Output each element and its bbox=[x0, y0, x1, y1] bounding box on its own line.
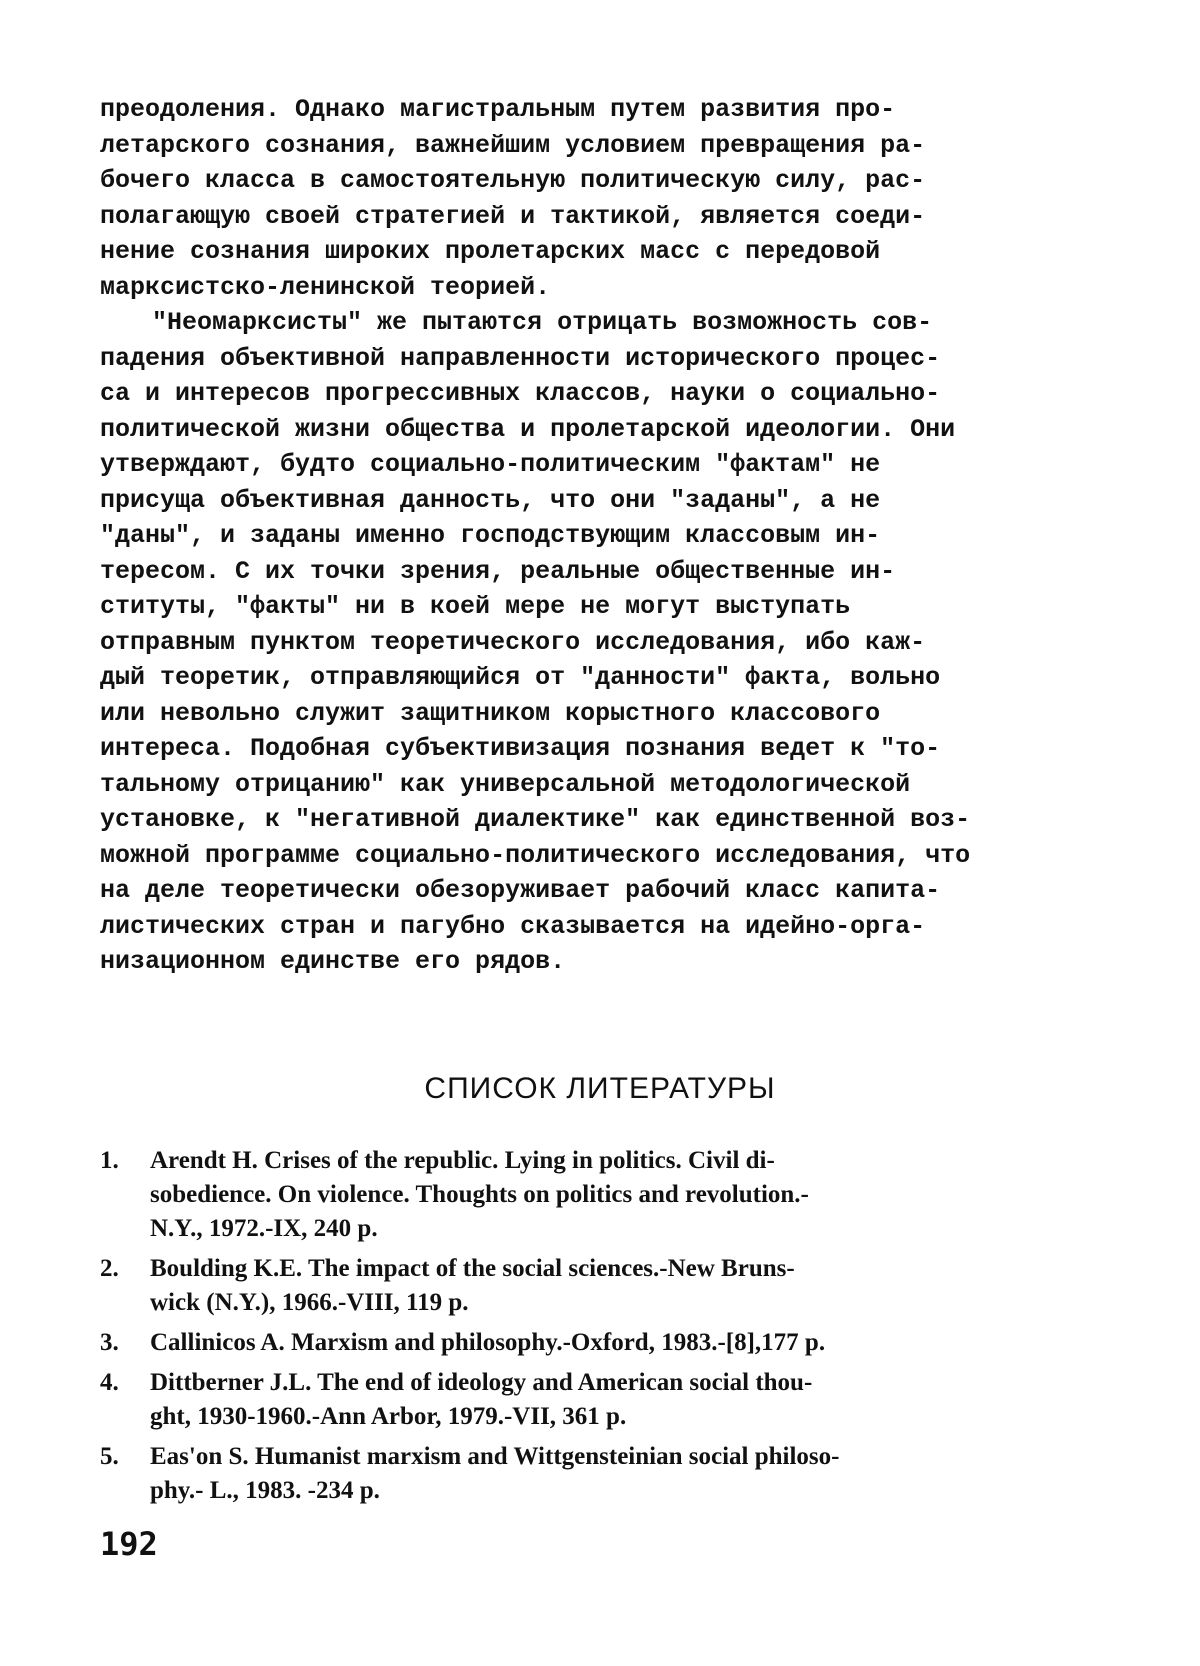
bibliography-list bbox=[100, 1144, 1100, 1514]
item-line: Dittberner J.L. The end of ideology and American social thou- bbox=[150, 1369, 813, 1396]
text-line: или невольно служит защитником корыстного классового bbox=[100, 698, 881, 728]
bibliography-heading: СПИСОК ЛИТЕРАТУРЫ bbox=[424, 1072, 776, 1105]
item-number: 2. bbox=[100, 1255, 119, 1282]
bibliography-item bbox=[100, 1252, 1100, 1320]
paragraph-2 bbox=[100, 305, 1100, 980]
text-line: тересом. С их точки зрения, реальные общественные ин- bbox=[100, 556, 896, 586]
item-number: 4. bbox=[100, 1369, 119, 1396]
text-line: летарского сознания, важнейшим условием превращения ра- bbox=[100, 130, 926, 160]
item-line: wick (N.Y.), 1966.-VIII, 119 p. bbox=[150, 1289, 469, 1316]
text-line: "даны", и заданы именно господствующим классовым ин- bbox=[100, 521, 881, 550]
text-line: полагающую своей стратегией и тактикой, является соеди- bbox=[100, 201, 926, 231]
text-line: бочего класса в самостоятельную политическую силу, рас- bbox=[100, 166, 926, 195]
item-number: 5. bbox=[100, 1443, 119, 1470]
item-line: sobedience. On violence. Thoughts on politics and revolution.- bbox=[150, 1181, 809, 1208]
text-line: нение сознания широких пролетарских масс с передовой bbox=[100, 237, 881, 266]
text-line: дый теоретик, отправляющийся от "данности" факта, вольно bbox=[100, 663, 941, 692]
text-line: на деле теоретически обезоруживает рабочий класс капита- bbox=[100, 876, 941, 905]
item-number: 3. bbox=[100, 1329, 119, 1356]
text-line: ституты, "факты" ни в коей мере не могут выступать bbox=[100, 592, 851, 621]
paragraph-1 bbox=[100, 92, 1100, 305]
text-line: отправным пунктом теоретического исследования, ибо каж- bbox=[100, 627, 926, 657]
text-line: политической жизни общества и пролетарской идеологии. Они bbox=[100, 414, 956, 444]
page-number: 192 bbox=[100, 1525, 158, 1563]
text-line: листических стран и пагубно сказывается на идейно-орга- bbox=[100, 911, 926, 941]
text-line: низационном единстве его рядов. bbox=[100, 947, 566, 976]
text-line: преодоления. Однако магистральным путем развития про- bbox=[100, 95, 896, 124]
text-line: можной программе социально-политического исследования, что bbox=[100, 840, 971, 870]
item-line: ght, 1930-1960.-Ann Arbor, 1979.-VII, 361 p. bbox=[150, 1403, 627, 1430]
text-line: присуща объективная данность, что они "заданы", а не bbox=[100, 485, 881, 515]
text-line: интереса. Подобная субъективизация познания ведет к "то- bbox=[100, 734, 941, 763]
bibliography-item bbox=[100, 1326, 1100, 1360]
text-line: утверждают, будто социально-политическим "фактам" не bbox=[100, 450, 881, 479]
text-line: марксистско-ленинской теорией. bbox=[100, 272, 551, 302]
item-line: Callinicos A. Marxism and philosophy.-Oxford, 1983.-[8],177 p. bbox=[150, 1329, 826, 1356]
document-page bbox=[100, 92, 1100, 1504]
item-line: Boulding K.E. The impact of the social sciences.-New Bruns- bbox=[150, 1255, 795, 1282]
text-line: установке, к "негативной диалектике" как единственной воз- bbox=[100, 805, 971, 834]
text-line: "Неомарксисты" же пытаются отрицать возможность сов- bbox=[152, 308, 933, 337]
item-line: phy.- L., 1983. -234 p. bbox=[150, 1477, 380, 1504]
item-line: N.Y., 1972.-IX, 240 p. bbox=[150, 1215, 378, 1242]
bibliography-item bbox=[100, 1144, 1100, 1246]
item-line: Eas'on S. Humanist marxism and Wittgensteinian social philoso- bbox=[150, 1443, 840, 1470]
text-line: падения объективной направленности исторического процес- bbox=[100, 343, 941, 373]
text-line: тальному отрицанию" как универсальной методологической bbox=[100, 769, 911, 799]
item-number: 1. bbox=[100, 1147, 119, 1174]
item-line: Arendt H. Crises of the republic. Lying in politics. Civil di- bbox=[150, 1147, 775, 1174]
text-line: са и интересов прогрессивных классов, науки о социально- bbox=[100, 379, 941, 408]
bibliography-item bbox=[100, 1440, 1100, 1508]
bibliography-item bbox=[100, 1366, 1100, 1434]
